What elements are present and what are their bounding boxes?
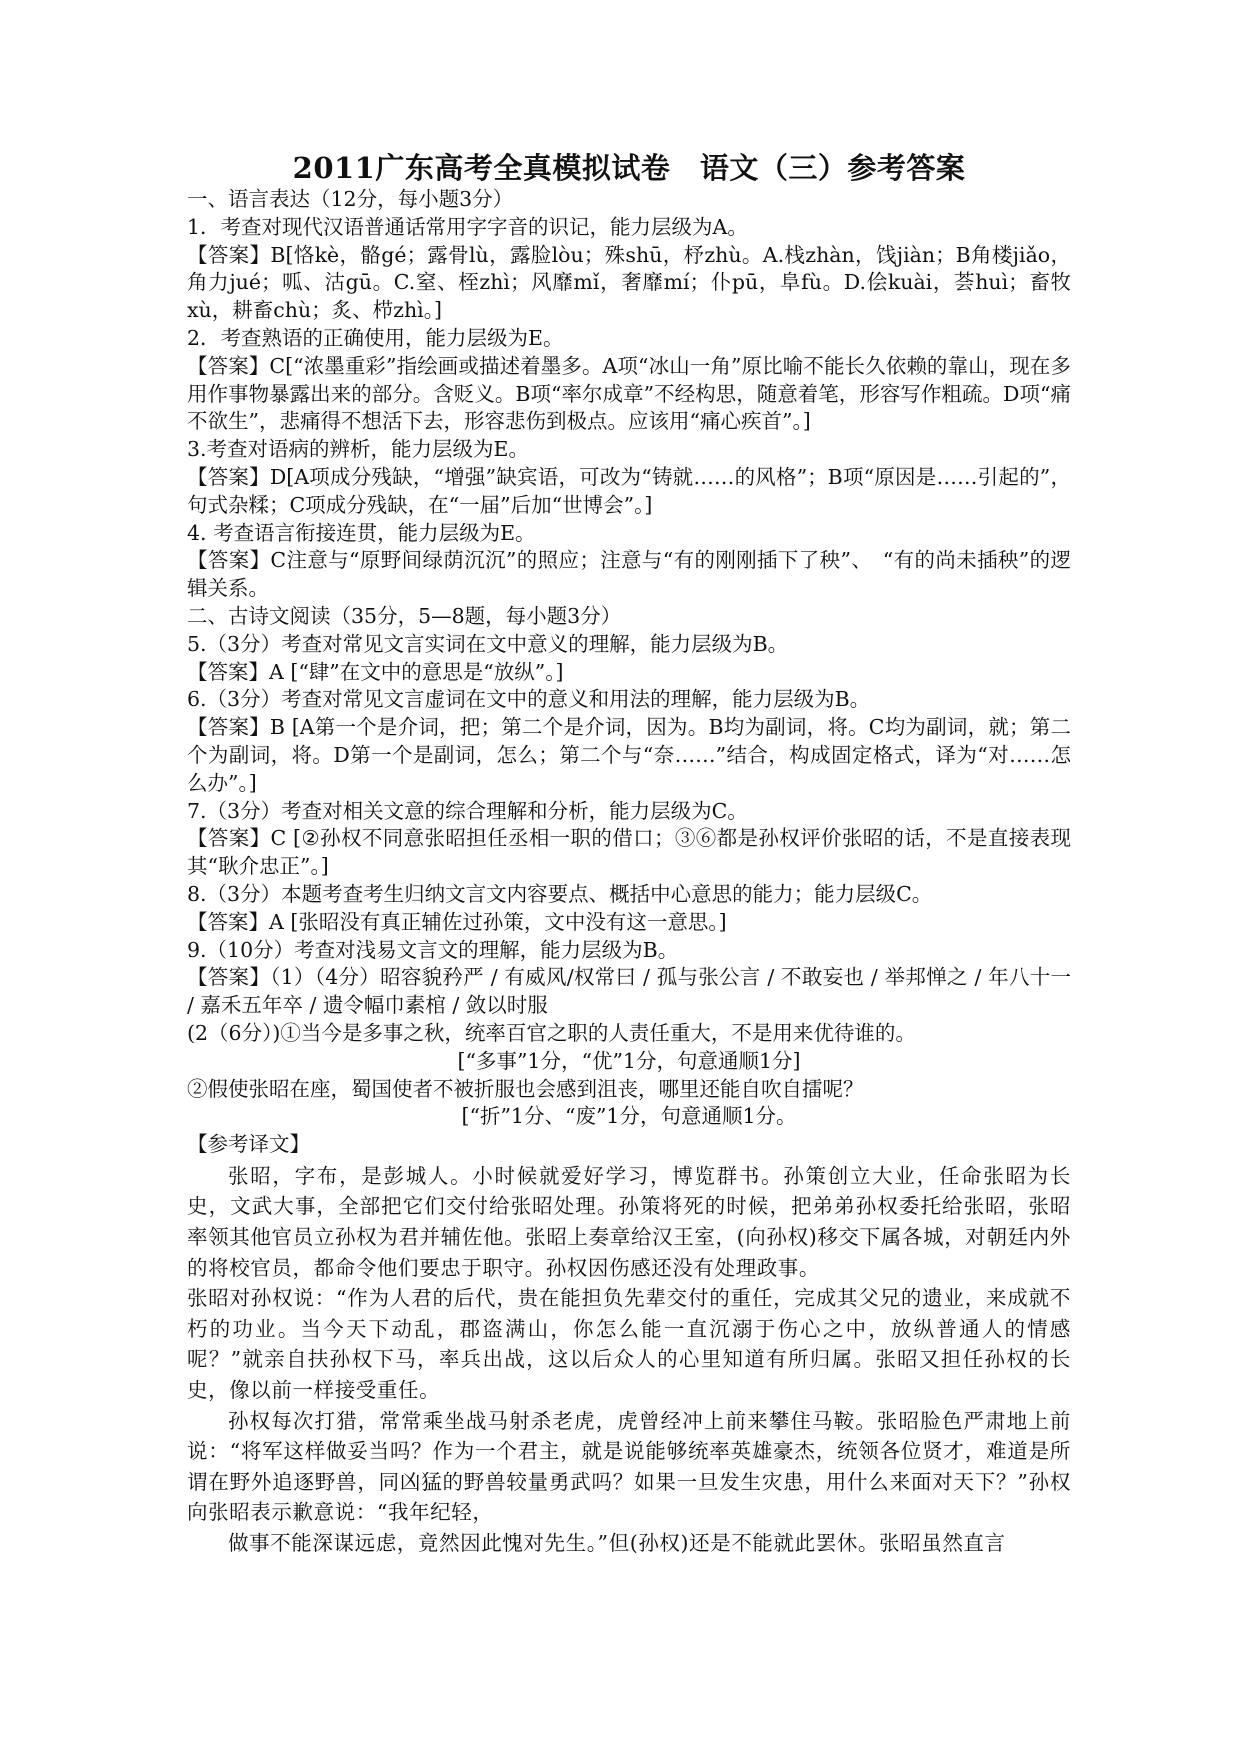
- section-heading-2: 二、古诗文阅读（35分，5—8题，每小题3分）: [187, 603, 622, 628]
- answer-9-part-2a: (2（6分）)①当今是多事之秋，统率百官之职的人责任重大，不是用来优待谁的。: [187, 1020, 916, 1045]
- question-7: 7.（3分）考查对相关文意的综合理解和分析，能力层级为C。: [187, 798, 748, 823]
- answer-6: 【答案】B [A第一个是介词，把；第二个是介词，因为。B均为副词，将。C均为副词，就；第二个为副词，将。D第一个是副词，怎么；第二个与“奈……”结合，构成固定格式，译为“对……怎么办”。]: [187, 715, 1071, 795]
- question-1: 1．考查对现代汉语普通话常用字字音的识记，能力层级为A。: [187, 214, 748, 239]
- question-3: 3.考查对语病的辨析，能力层级为E。: [187, 437, 530, 462]
- reference-translation-heading: 【参考译文】: [187, 1132, 310, 1157]
- answer-7: 【答案】C [②孙权不同意张昭担任丞相一职的借口；③⑥都是孙权评价张昭的话，不是直接表现其“耿介忠正”。]: [187, 826, 1071, 879]
- scoring-note-2: [“折”1分、“废”1分，句意通顺1分。: [461, 1104, 797, 1129]
- answer-1: 【答案】B[恪kè，骼gé；露骨lù，露脸lòu；殊shū，杼zhù。A.栈zhàn，饯jiàn；B角楼jiǎo，角力jué；呱、沽gū。C.窒、桎zhì；风靡mǐ，奢靡mí；仆pū，阜fù。D.侩kuài，荟huì；畜牧xù，耕畜chù；炙、栉zhì。]: [187, 242, 1071, 323]
- translation-paragraph: 张昭对孙权说：“作为人君的后代，贵在能担负先辈交付的重任，完成其父兄的遗业，来成就不朽的功业。当今天下动乱，郡盗满山，你怎么能一直沉溺于伤心之中，放纵普通人的情感呢？”就亲自扶孙权下马，率兵出战，这以后众人的心里知道有所归属。张昭又担任孙权的长史，像以前一样接受重任。: [187, 1286, 1071, 1403]
- answer-document: [187, 150, 1071, 1559]
- reference-translation: [187, 1161, 1071, 1559]
- section-heading-1: 一、语言表达（12分，每小题3分）: [187, 187, 514, 211]
- answer-8: 【答案】A [张昭没有真正辅佐过孙策，文中没有这一意思。]: [187, 909, 727, 934]
- document-title: 2011广东高考全真模拟试卷 语文（三）参考答案: [292, 151, 966, 185]
- translation-paragraph: 做事不能深谋远虑，竟然因此愧对先生。”但(孙权)还是不能就此罢休。张昭虽然直言: [228, 1531, 1006, 1556]
- answer-3: 【答案】D[A项成分残缺，“增强”缺宾语，可改为“铸就……的风格”；B项“原因是……引起的”，句式杂糅；C项成分残缺，在“一届”后加“世博会”。]: [187, 464, 1071, 517]
- translation-paragraph: 张昭，字布，是彭城人。小时候就爱好学习，博览群书。孙策创立大业，任命张昭为长史，文武大事，全部把它们交付给张昭处理。孙策将死的时候，把弟弟孙权委托给张昭，张昭率领其他官员立孙权为君并辅佐他。张昭上奏章给汉王室，(向孙权)移交下属各城，对朝廷内外的将校官员，都命令他们要忠于职守。孙权因伤感还没有处理政事。: [187, 1163, 1071, 1280]
- question-5: 5.（3分）考查对常见文言实词在文中意义的理解，能力层级为B。: [187, 631, 789, 656]
- question-8: 8.（3分）本题考查考生归纳文言文内容要点、概括中心意思的能力；能力层级C。: [187, 881, 933, 906]
- question-2: 2．考查熟语的正确使用，能力层级为E。: [187, 325, 564, 350]
- answer-5: 【答案】A [“肆”在文中的意思是“放纵”。]: [187, 659, 564, 684]
- answer-4: 【答案】C注意与“原野间绿荫沉沉”的照应；注意与“有的刚刚插下了秧”、 “有的尚未插秧”的逻辑关系。: [187, 548, 1071, 601]
- answer-2: 【答案】C[“浓墨重彩”指绘画或描述着墨多。A项“冰山一角”原比喻不能长久依赖的靠山，现在多用作事物暴露出来的部分。含贬义。B项“率尔成章”不经构思，随意着笔，形容写作粗疏。D项“痛不欲生”，悲痛得不想活下去，形容悲伤到极点。应该用“痛心疾首”。]: [187, 353, 1071, 434]
- question-6: 6.（3分）考查对常见文言虚词在文中的意义和用法的理解，能力层级为B。: [187, 687, 871, 712]
- answer-9-part-2b: ②假使张昭在座，蜀国使者不被折服也会感到沮丧，哪里还能自吹自擂呢？: [187, 1076, 864, 1101]
- translation-paragraph: 孙权每次打猎，常常乘坐战马射杀老虎，虎曾经冲上前来攀住马鞍。张昭脸色严肃地上前说：“将军这样做妥当吗？作为一个君主，就是说能够统率英雄豪杰，统领各位贤才，难道是所谓在野外追逐野兽，同凶猛的野兽较量勇武吗？如果一旦发生灾患，用什么来面对天下？”孙权向张昭表示歉意说：“我年纪轻，: [187, 1408, 1071, 1525]
- answer-9-part-1: 【答案】（1）（4分）昭容貌矜严 / 有威风/权常曰 / 孤与张公言 / 不敢妄也 / 举邦惮之 / 年八十一 / 嘉禾五年卒 / 遗令幅巾素棺 / 敛以时服: [187, 965, 1071, 1018]
- question-4: 4. 考查语言衔接连贯，能力层级为E。: [187, 520, 536, 545]
- scoring-note-1: [“多事”1分，“优”1分，句意通顺1分]: [457, 1048, 801, 1073]
- question-9: 9.（10分）考查对浅易文言文的理解，能力层级为B。: [187, 937, 679, 962]
